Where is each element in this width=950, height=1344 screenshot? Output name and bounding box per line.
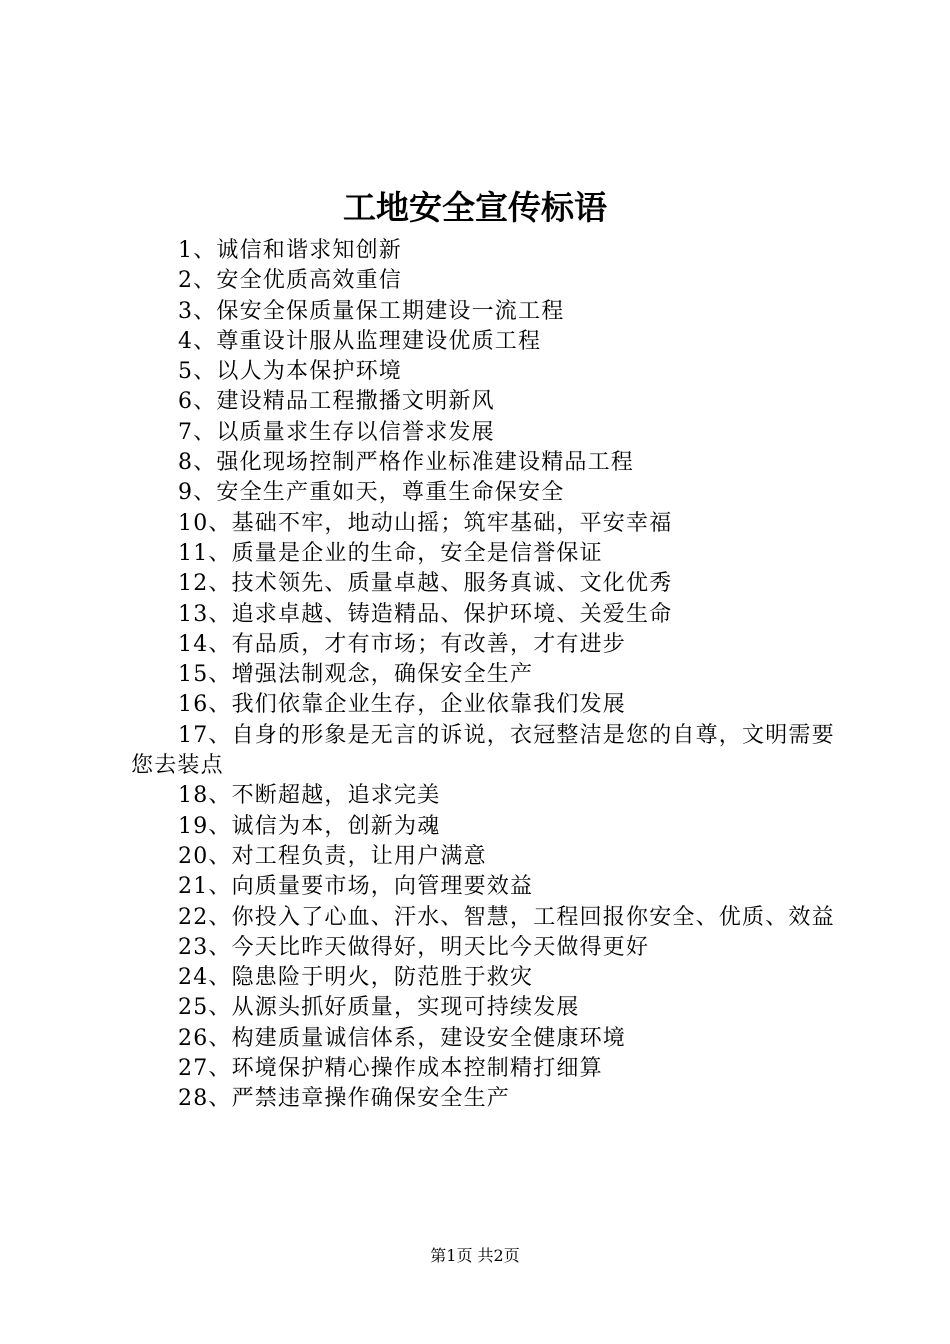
slogan-item: 20、对工程负责，让用户满意 xyxy=(178,843,487,869)
slogan-item: 19、诚信为本，创新为魂 xyxy=(178,813,441,839)
slogan-item: 23、今天比昨天做得好，明天比今天做得更好 xyxy=(178,934,650,960)
slogan-item: 13、追求卓越、铸造精品、保护环境、关爱生命 xyxy=(178,601,673,627)
slogan-item: 17、自身的形象是无言的诉说，衣冠整洁是您的自尊，文明需要您去装点 xyxy=(131,722,835,779)
slogan-item: 26、构建质量诚信体系，建设安全健康环境 xyxy=(178,1025,626,1051)
slogan-item: 2、安全优质高效重信 xyxy=(178,268,402,294)
slogan-item: 18、不断超越，追求完美 xyxy=(178,783,441,809)
page-title: 工地安全宣传标语 xyxy=(343,188,607,227)
slogan-item: 21、向质量要市场，向管理要效益 xyxy=(178,874,534,900)
slogan-item: 1、诚信和谐求知创新 xyxy=(178,238,402,263)
slogan-list xyxy=(131,236,851,1115)
slogan-item: 28、严禁违章操作确保安全生产 xyxy=(178,1086,510,1112)
slogan-item: 5、以人为本保护环境 xyxy=(178,359,402,385)
slogan-item: 11、质量是企业的生命，安全是信誉保证 xyxy=(178,540,603,566)
slogan-item: 7、以质量求生存以信誉求发展 xyxy=(178,419,495,445)
slogan-item: 3、保安全保质量保工期建设一流工程 xyxy=(178,298,565,324)
slogan-item: 22、你投入了心血、汗水、智慧，工程回报你安全、优质、效益 xyxy=(178,904,835,930)
slogan-item: 14、有品质，才有市场；有改善，才有进步 xyxy=(178,631,626,657)
slogan-item: 16、我们依靠企业生存，企业依靠我们发展 xyxy=(178,692,626,718)
slogan-item: 24、隐患险于明火，防范胜于救灾 xyxy=(178,965,534,991)
slogan-item: 10、基础不牢，地动山摇；筑牢基础，平安幸福 xyxy=(178,510,673,536)
slogan-item: 25、从源头抓好质量，实现可持续发展 xyxy=(178,995,580,1021)
slogan-item: 27、环境保护精心操作成本控制精打细算 xyxy=(178,1056,603,1082)
slogan-item: 15、增强法制观念，确保安全生产 xyxy=(178,662,534,688)
slogan-item: 12、技术领先、质量卓越、服务真诚、文化优秀 xyxy=(178,571,673,597)
slogan-item: 8、强化现场控制严格作业标准建设精品工程 xyxy=(178,450,634,476)
page-footer: 第1页 共2页 xyxy=(430,1246,520,1265)
slogan-item: 6、建设精品工程撒播文明新风 xyxy=(178,389,495,415)
slogan-item: 9、安全生产重如天，尊重生命保安全 xyxy=(178,480,565,506)
slogan-item: 4、尊重设计服从监理建设优质工程 xyxy=(178,328,542,354)
